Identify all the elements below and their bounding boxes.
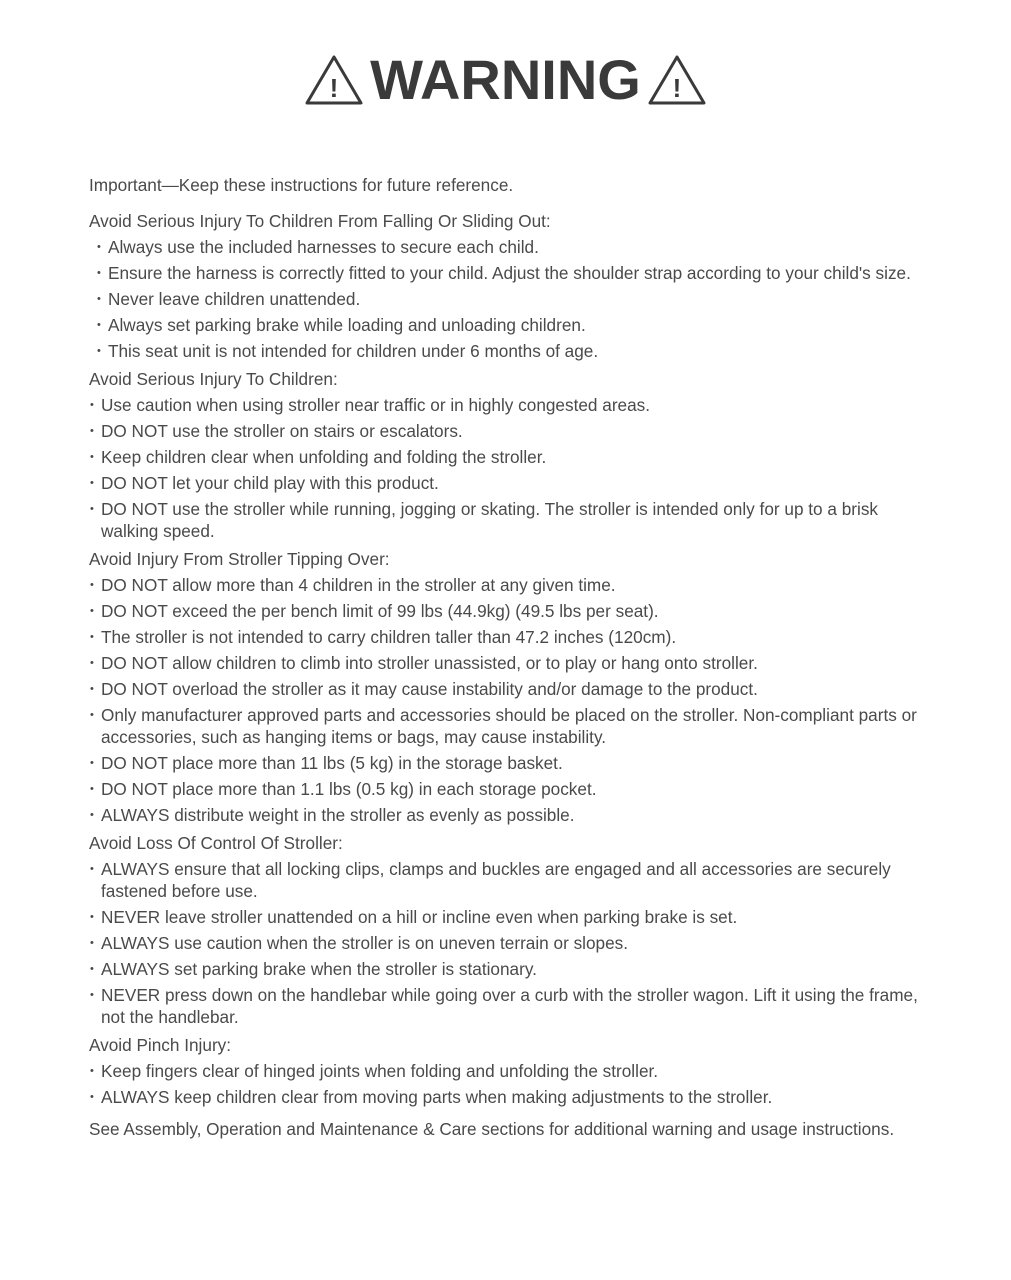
warning-triangle-icon xyxy=(304,54,364,106)
list-item: • DO NOT place more than 11 lbs (5 kg) in the storage basket. xyxy=(89,752,929,774)
warning-header xyxy=(0,50,1011,110)
warning-content xyxy=(89,174,929,1140)
list-item: • This seat unit is not intended for children under 6 months of age. xyxy=(89,340,929,362)
list-item: • Never leave children unattended. xyxy=(89,288,929,310)
list-item: • Only manufacturer approved parts and accessories should be placed on the stroller. Non-compliant parts or accessories, such as hanging items or bags, may cause instability. xyxy=(89,704,929,748)
section-heading: Avoid Serious Injury To Children: xyxy=(89,369,338,389)
list-item: • DO NOT allow more than 4 children in the stroller at any given time. xyxy=(89,574,929,596)
warning-triangle-icon xyxy=(647,54,707,106)
list-item: • Keep children clear when unfolding and folding the stroller. xyxy=(89,446,929,468)
section-loss-of-control xyxy=(89,832,929,1028)
list-item: • ALWAYS set parking brake when the stroller is stationary. xyxy=(89,958,929,980)
page-title: WARNING xyxy=(370,48,641,111)
list-item: • NEVER press down on the handlebar while going over a curb with the stroller wagon. Lift it using the frame, not the handlebar. xyxy=(89,984,929,1028)
list-item: • ALWAYS distribute weight in the stroller as evenly as possible. xyxy=(89,804,929,826)
list-item: • Always use the included harnesses to secure each child. xyxy=(89,236,929,258)
svg-text:!: ! xyxy=(329,73,339,103)
svg-text:!: ! xyxy=(672,73,682,103)
list-item: • DO NOT allow children to climb into stroller unassisted, or to play or hang onto stroller. xyxy=(89,652,929,674)
list-item: • Ensure the harness is correctly fitted to your child. Adjust the shoulder strap according to your child's size. xyxy=(89,262,929,284)
section-heading: Avoid Pinch Injury: xyxy=(89,1035,232,1055)
list-item: • Keep fingers clear of hinged joints when folding and unfolding the stroller. xyxy=(89,1060,929,1082)
list-item: • ALWAYS ensure that all locking clips, clamps and buckles are engaged and all accessories are securely fastened before use. xyxy=(89,858,929,902)
section-heading: Avoid Loss Of Control Of Stroller: xyxy=(89,833,343,853)
list-item: • DO NOT use the stroller while running, jogging or skating. The stroller is intended only for up to a brisk walking speed. xyxy=(89,498,929,542)
list-item: • ALWAYS keep children clear from moving parts when making adjustments to the stroller. xyxy=(89,1086,929,1108)
list-item: • DO NOT place more than 1.1 lbs (0.5 kg) in each storage pocket. xyxy=(89,778,929,800)
list-item: • NEVER leave stroller unattended on a hill or incline even when parking brake is set. xyxy=(89,906,929,928)
section-heading: Avoid Serious Injury To Children From Falling Or Sliding Out: xyxy=(89,211,551,231)
list-item: • DO NOT overload the stroller as it may cause instability and/or damage to the product. xyxy=(89,678,929,700)
section-tipping-over xyxy=(89,548,929,826)
section-heading: Avoid Injury From Stroller Tipping Over: xyxy=(89,549,390,569)
list-item: • ALWAYS use caution when the stroller is on uneven terrain or slopes. xyxy=(89,932,929,954)
list-item: • Always set parking brake while loading and unloading children. xyxy=(89,314,929,336)
section-serious-injury xyxy=(89,368,929,542)
footer-note: See Assembly, Operation and Maintenance & Care sections for additional warning and usage instructions. xyxy=(89,1119,895,1139)
intro-text: Important—Keep these instructions for future reference. xyxy=(89,175,514,195)
list-item: • DO NOT exceed the per bench limit of 99 lbs (44.9kg) (49.5 lbs per seat). xyxy=(89,600,929,622)
section-falling xyxy=(89,210,929,362)
list-item: • DO NOT let your child play with this product. xyxy=(89,472,929,494)
list-item: • The stroller is not intended to carry children taller than 47.2 inches (120cm). xyxy=(89,626,929,648)
section-pinch-injury xyxy=(89,1034,929,1108)
list-item: • DO NOT use the stroller on stairs or escalators. xyxy=(89,420,929,442)
list-item: • Use caution when using stroller near traffic or in highly congested areas. xyxy=(89,394,929,416)
